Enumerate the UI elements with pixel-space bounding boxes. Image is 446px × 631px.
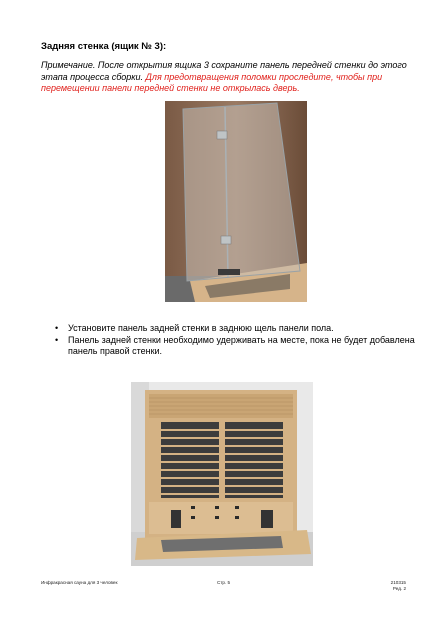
bullet-dot: • — [55, 323, 59, 333]
list-item — [55, 335, 415, 358]
section-heading: Задняя стенка (ящик № 3): — [41, 41, 167, 52]
note-text: Примечание. После открытия ящика 3 сохраните панель передней стенки до этого этапа процесса сборки. — [41, 60, 407, 82]
photo-glass-panel — [165, 101, 307, 302]
bullet-text: Панель задней стенки необходимо удерживать на месте, пока не будет добавлена панель правой стенки. — [68, 334, 415, 356]
note-warning: Для предотвращения поломки проследите, чтобы при перемещении панели передней стенки не открылась дверь. — [41, 71, 383, 93]
footer-page-number: Стр. 5 — [217, 580, 231, 585]
footer-code: 210315 — [390, 580, 406, 585]
footer-revision — [391, 580, 406, 592]
list-item — [55, 323, 415, 335]
bullet-list — [55, 323, 415, 358]
footer-title: Инфракрасная сауна для 3 человек — [41, 580, 118, 585]
footer-rev: Ред. 2 — [392, 586, 406, 591]
note-paragraph — [41, 60, 413, 95]
bullet-text: Установите панель задней стенки в заднюю щель панели пола. — [68, 323, 334, 333]
bullet-dot: • — [55, 334, 59, 345]
photo-back-wall — [131, 382, 313, 566]
